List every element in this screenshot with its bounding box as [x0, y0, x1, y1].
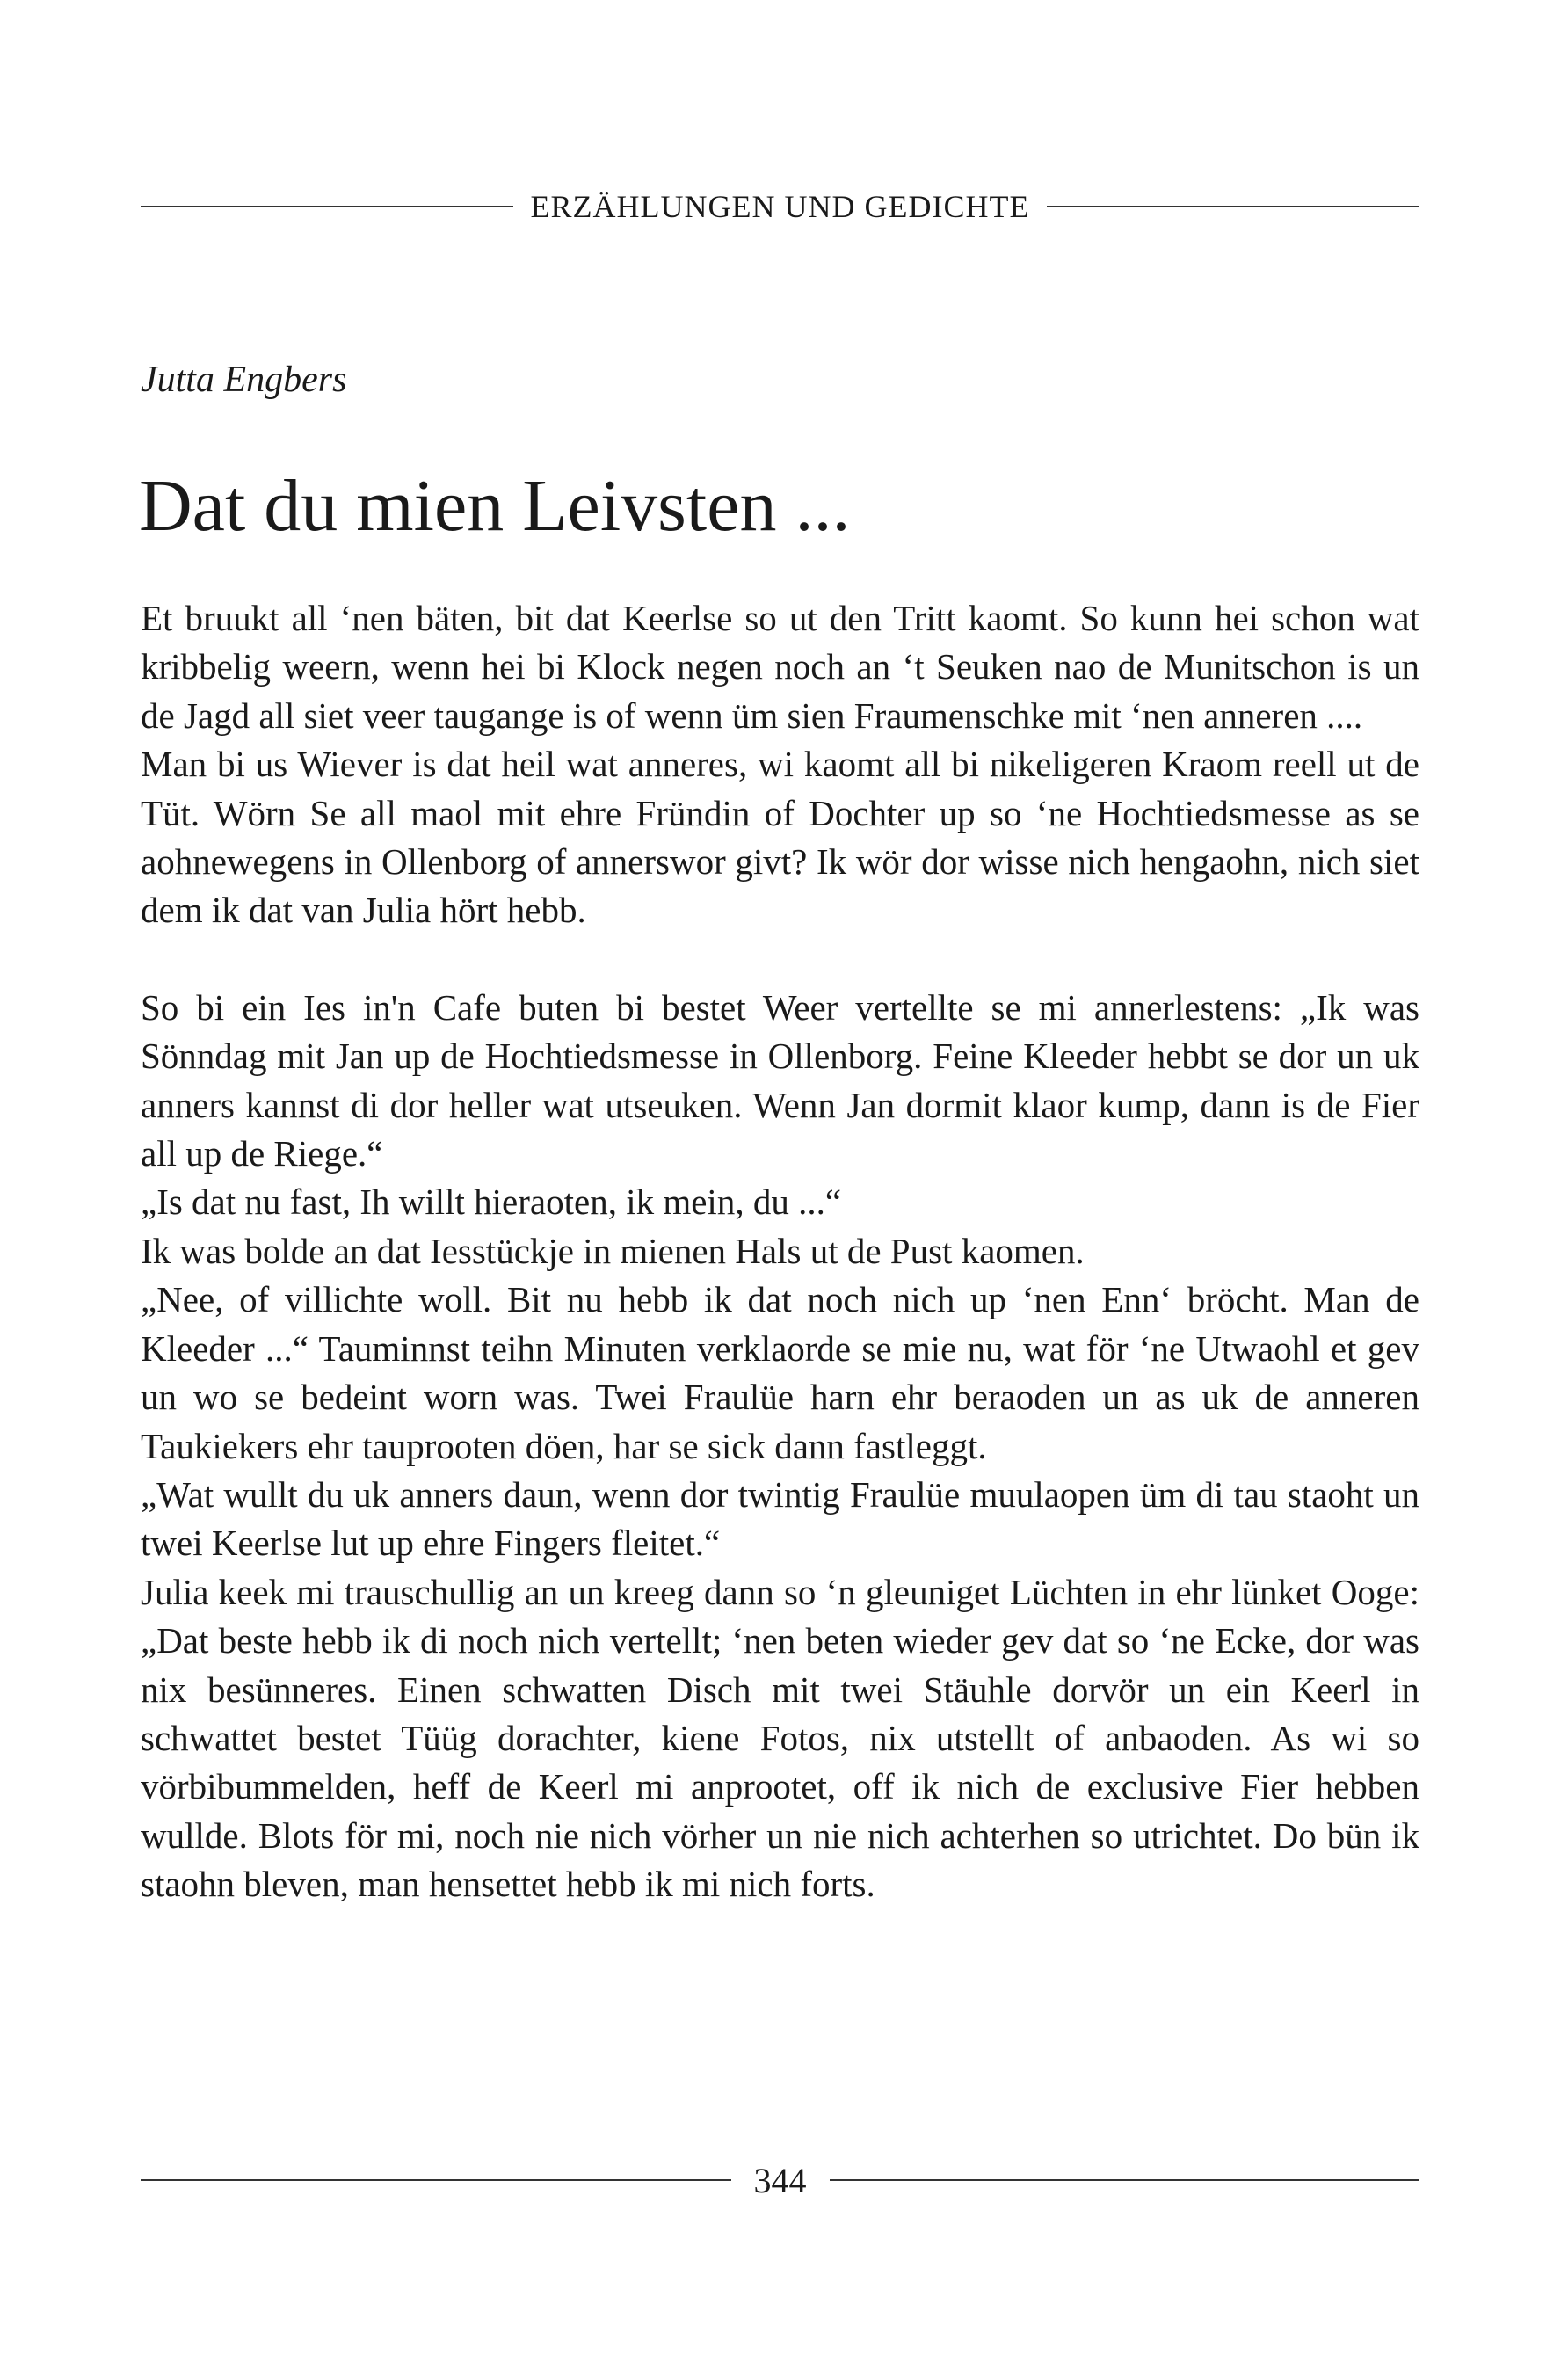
- text-line: „Wat wullt du uk anners daun, wenn dor twintig Fraulüe muulaopen üm di tau staoht un twei Keerlse lut up ehre Fingers fleitet.“: [141, 1473, 1419, 1564]
- page-footer: [141, 2154, 1419, 2206]
- story-body: [141, 594, 1419, 1958]
- text-line: Man bi us Wiever is dat heil wat anneres, wi kaomt all bi nikeligeren Kraom reell ut de Tüt. Wörn Se all maol mit ehre Fründin of Dochter up so ‘ne Hochtiedsmesse as se aohnewegens in Ollenborg of annerswor givt? Ik wör dor wisse nich hengaohn, nich siet dem ik dat van Julia hört hebb.: [141, 744, 1419, 931]
- text-line: Ik was bolde an dat Iesstückje in mienen Hals ut de Pust kaomen.: [141, 1230, 1085, 1271]
- story-title: Dat du mien Leivsten ...: [139, 465, 851, 547]
- running-header: [141, 185, 1419, 229]
- text-line: Julia keek mi trauschullig an un kreeg dann so ‘n gleuniget Lüchten in ehr lünket Ooge: „Dat beste hebb ik di noch nich vertellt; ‘nen beten wieder gev dat so ‘ne Ecke, dor was nix besünneres. Einen schwatten Disch mit twei Stäuhle dorvör un ein Keerl in schwattet bestet Tüüg dorachter, kiene Fotos, nix utstellt of anbaoden. As wi so vörbibummelden, heff de Keerl mi anprootet, off ik nich de exclusive Fier hebben wullde. Blots för mi, noch nie nich vörher un nie nich achterhen so utrichtet. Do bün ik staohn bleven, man hensettet hebb ik mi nich forts.: [141, 1571, 1419, 1905]
- footer-rule-left: [141, 2179, 731, 2181]
- page-number: 344: [753, 2160, 807, 2200]
- paragraph-2: [141, 984, 1419, 1909]
- author-name: Jutta Engbers: [141, 360, 347, 400]
- header-rule-left: [141, 206, 513, 207]
- text-line: „Is dat nu fast, Ih willt hieraoten, ik mein, du ...“: [141, 1181, 842, 1223]
- running-header-text: ERZÄHLUNGEN UND GEDICHTE: [530, 189, 1030, 224]
- header-rule-right: [1047, 206, 1419, 207]
- text-line: So bi ein Ies in'n Cafe buten bi bestet Weer vertellte se mi annerlestens: „Ik was Sönndag mit Jan up de Hochtiedsmesse in Ollenborg. Feine Kleeder hebbt se dor un uk anners kannst di dor heller wat utseuken. Wenn Jan dormit klaor kump, dann is de Fier all up de Riege.“: [141, 986, 1419, 1174]
- footer-rule-right: [830, 2179, 1420, 2181]
- text-line: „Nee, of villichte woll. Bit nu hebb ik dat noch nich up ‘nen Enn‘ bröcht. Man de Kleeder ...“ Tauminnst teihn Minuten verklaorde se mie nu, wat för ‘ne Utwaohl et gev un wo se bedeint worn was. Twei Fraulüe harn ehr beraoden un as uk de anneren Taukiekers ehr tauprooten döen, har se sick dann fastleggt.: [141, 1279, 1419, 1466]
- paragraph-1: [141, 594, 1419, 935]
- text-line: Et bruukt all ‘nen bäten, bit dat Keerlse so ut den Tritt kaomt. So kunn hei schon wat kribbelig weern, wenn hei bi Klock negen noch an ‘t Seuken nao de Munitschon is un de Jagd all siet veer taugange is of wenn üm sien Fraumenschke mit ‘nen anneren ....: [141, 598, 1419, 736]
